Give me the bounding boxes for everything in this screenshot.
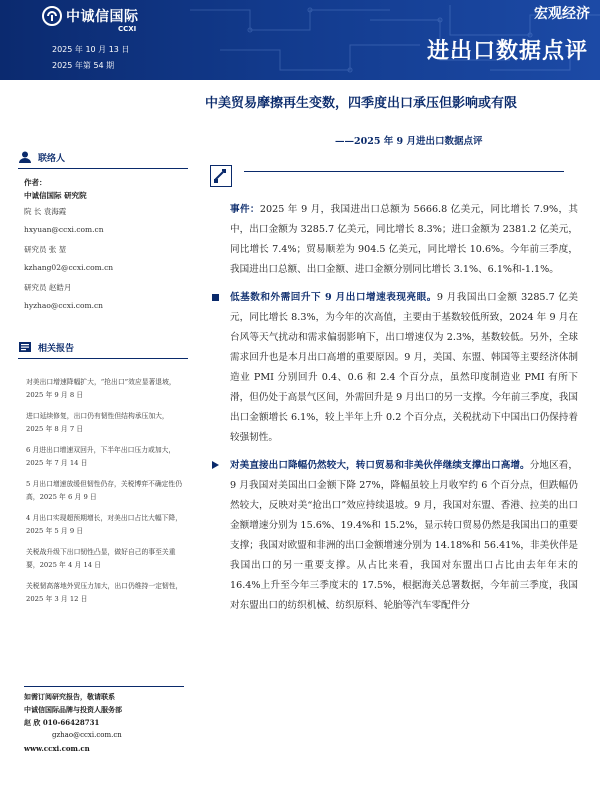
key-point-1-lead: 低基数和外需回升下 9 月出口增速表现亮眼。 xyxy=(230,292,437,303)
report-type-title: 进出口数据点评 xyxy=(426,39,588,64)
logo-english-name: CCXI xyxy=(118,25,137,33)
event-text: 2025 年 9 月，我国进出口总额为 5666.8 亿美元，同比增长 7.9%，其中，出口金额为 3285.7 亿美元，同比增长 8.3%；进口金额为 2381.2 亿美元，同比增长 7.4%；贸易顺差为 904.5 亿美元，同比增长 10.6%。今年前三季度，我国进出口总额、出口金额、进口金额分别同比增长 3.1%、6.1%和-1.1%。 xyxy=(230,204,579,275)
issue-number: 2025 年第 54 期 xyxy=(52,61,115,70)
related-report-link[interactable]: 对美出口增速降幅扩大，“抢出口”效应显著退坡，2025 年 9 月 8 日 xyxy=(26,378,176,399)
contact-name: 院 长 袁海霞 xyxy=(24,207,67,216)
triangle-bullet-icon xyxy=(212,461,219,469)
contact-email[interactable]: hyzhao@ccxi.com.cn xyxy=(24,301,103,310)
service-contact: 赵 欣 010-66428731 xyxy=(24,718,100,727)
related-report-link[interactable]: 关税战升级下出口韧性凸显，做好自己的事至关重要，2025 年 4 月 14 日 xyxy=(26,548,176,569)
service-department: 中诚信国际品牌与投资人服务部 xyxy=(24,705,122,714)
ccxi-logo xyxy=(42,6,139,26)
header-banner xyxy=(0,0,600,80)
contact-name: 研究员 张 堃 xyxy=(24,245,67,254)
contacts-heading-label: 联络人 xyxy=(38,153,66,164)
related-report-link[interactable]: 6 月进出口增速双回升，下半年出口压力或加大，2025 年 7 月 14 日 xyxy=(26,446,176,467)
key-point-1-text: 9 月我国出口金额 3285.7 亿美元，同比增长 8.3%，为今年的次高值，主要由于基数较低所致，2024 年 9 月在台风等天气扰动和需求偏弱影响下，出口增速仅为 2.3%，基数较低。另外，全球需求回升也是本月出口高增的重要原因。9 月，美国、东盟、韩国等主要经济体制造业 PMI 分别回升 0.4、0.6 和 2.4 个百分点，虽然印度制造业 PMI 有所下滑，但仍处于高景气区间，外需回升是 9 月出口的另一支撑。今年前三季度，我国出口金额增长 6.1%，较上半年上升 0.2 个百分点，关税扰动下中国出口仍保持着较强韧性。 xyxy=(230,292,578,443)
author-label: 作者： xyxy=(24,178,47,187)
section-tag: 宏观经济 xyxy=(534,6,590,22)
key-point-2-lead: 对美直接出口降幅仍然较大，转口贸易和非美伙伴继续支撑出口高增。 xyxy=(230,460,530,471)
contacts-divider xyxy=(18,168,188,169)
related-reports-heading xyxy=(18,340,74,354)
report-body xyxy=(208,200,578,616)
contact-person-icon xyxy=(18,150,32,164)
key-point-1-paragraph xyxy=(230,288,578,448)
website-link[interactable]: www.ccxi.com.cn xyxy=(24,744,90,753)
contact-email[interactable]: hxyuan@ccxi.com.cn xyxy=(24,225,104,234)
related-report-link[interactable]: 关税韧高落地外贸压力加大，出口仍维持一定韧性，2025 年 3 月 12 日 xyxy=(26,582,183,603)
subscription-footer xyxy=(24,690,184,755)
related-report-link[interactable]: 进口延续修复，出口仍有韧性但结构承压加大，2025 年 8 月 7 日 xyxy=(26,412,169,433)
contact-name: 研究员 赵皓月 xyxy=(24,283,72,292)
report-main-title: 中美贸易摩擦再生变数，四季度出口承压但影响或有限 xyxy=(205,96,518,111)
related-reports-label: 相关报告 xyxy=(38,343,75,354)
content-divider xyxy=(244,171,564,172)
related-reports-list xyxy=(26,376,186,614)
related-divider xyxy=(18,358,188,359)
key-point-1 xyxy=(208,288,578,448)
related-report-link[interactable]: 5 月出口增速放缓但韧性仍存，关税博弈不确定性仍高，2025 年 6 月 9 日 xyxy=(26,480,183,501)
footer-divider xyxy=(24,686,184,687)
report-sub-title: ——2025 年 9 月进出口数据点评 xyxy=(335,136,483,147)
logo-chinese-name: 中诚信国际 xyxy=(66,9,139,25)
event-paragraph xyxy=(208,200,578,280)
event-label: 事件： xyxy=(230,204,260,215)
ccxi-logo-icon xyxy=(42,6,62,26)
service-email[interactable]: gzhao@ccxi.com.cn xyxy=(52,731,122,739)
report-book-icon xyxy=(18,340,32,354)
contact-email[interactable]: kzhang02@ccxi.com.cn xyxy=(24,263,114,272)
related-report-link[interactable]: 4 月出口实现超预期增长，对美出口占比大幅下降，2025 年 5 月 9 日 xyxy=(26,514,183,535)
summary-section-icon xyxy=(210,165,232,187)
key-point-2 xyxy=(208,456,578,616)
key-point-2-paragraph xyxy=(230,456,578,616)
square-bullet-icon xyxy=(212,294,219,301)
contacts-heading xyxy=(18,150,65,164)
subscription-note: 如需订阅研究报告，敬请联系 xyxy=(24,692,115,701)
publish-date: 2025 年 10 月 13 日 xyxy=(52,45,130,54)
key-point-2-text: 分地区看，9 月我国对美国出口金额下降 27%，降幅虽较上月收窄约 6 个百分点，但跌幅仍然较大，反映对美“抢出口”效应持续退坡。9 月，我国对东盟、香港、拉美的出口金额增速分别为 15.6%、19.4%和 15.2%，显示转口贸易仍然是我国出口的重要支撑；我国对欧盟和非洲的出口金额增速分别为 14.18%和 56.41%，非美伙伴是我国出口的另一重要支撑。从占比来看，我国对东盟出口占比由去年年末的 16.4%上升至今年三季度末的 17.5%，根据海关总署数据，今年前三季度，我国对东盟出口的纺织机械、纺织原料、轮胎等汽车零配件分 xyxy=(230,460,579,611)
author-org: 中诚信国际 研究院 xyxy=(24,191,87,200)
